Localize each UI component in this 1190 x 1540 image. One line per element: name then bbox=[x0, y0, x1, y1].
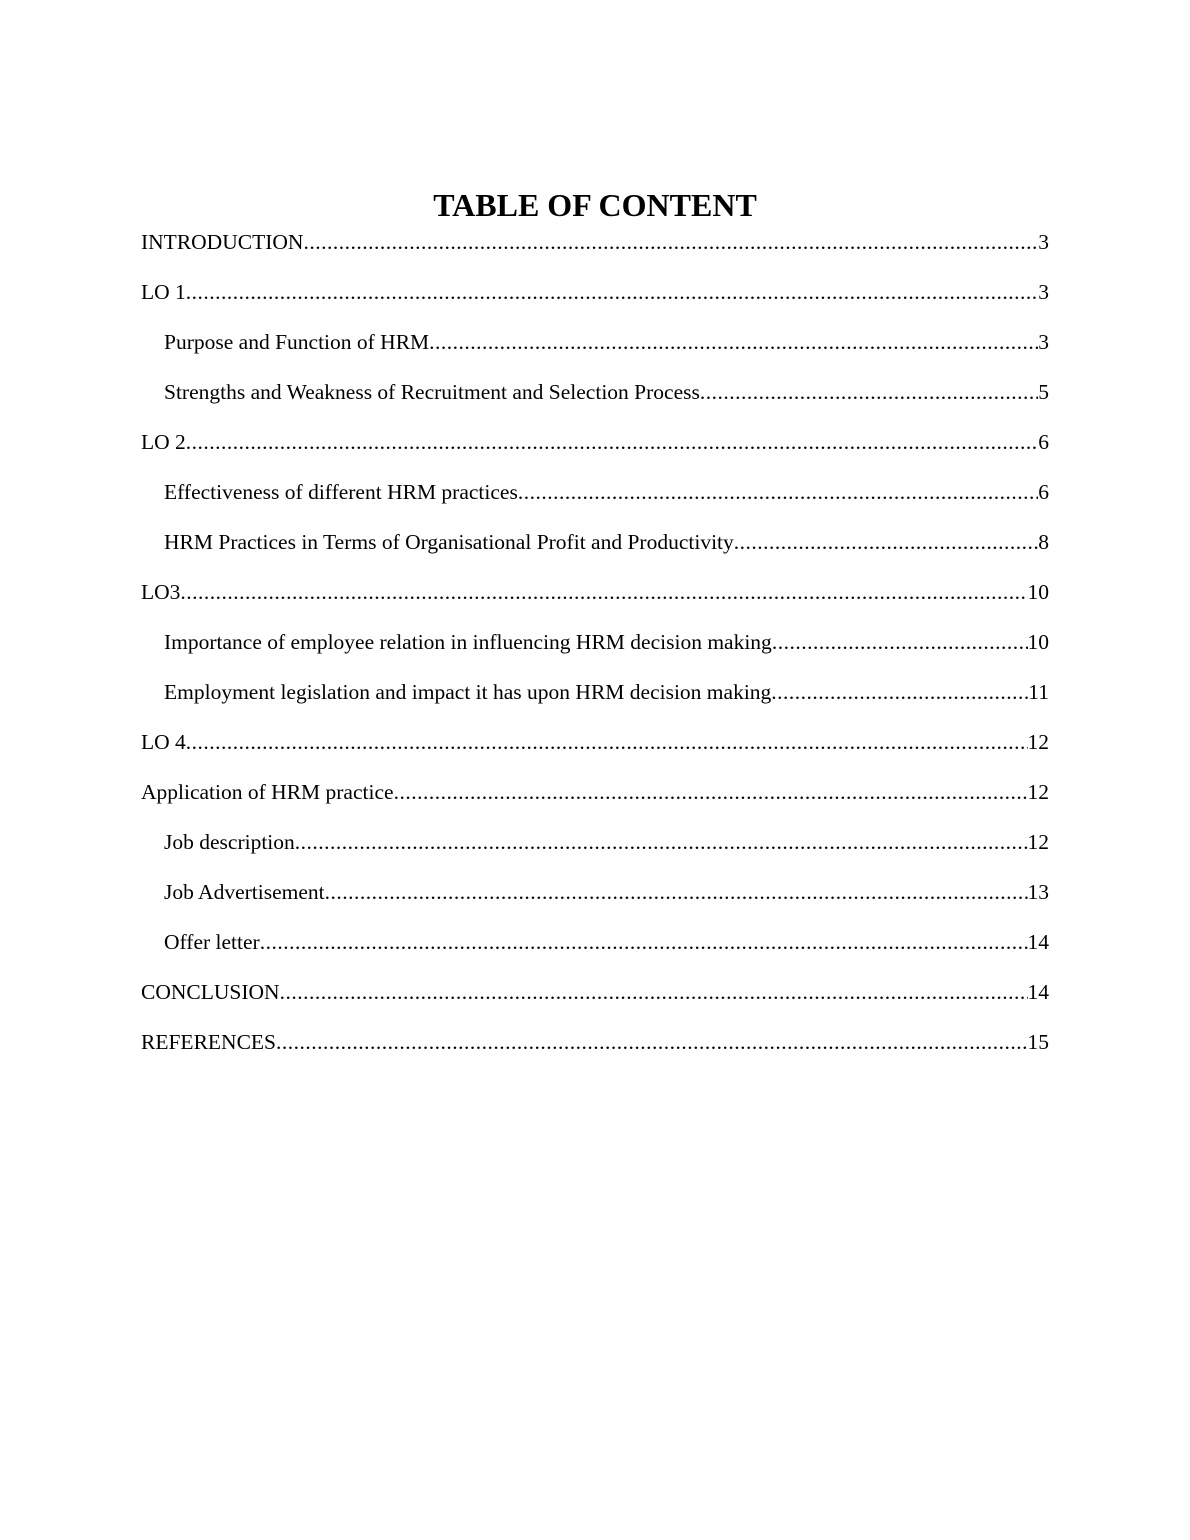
toc-dot-leader bbox=[429, 326, 1038, 358]
toc-dot-leader bbox=[700, 376, 1038, 408]
toc-entry-label: CONCLUSION bbox=[141, 980, 280, 1004]
toc-entry-references[interactable] bbox=[141, 1026, 1049, 1076]
toc-page-number: 5 bbox=[1038, 380, 1049, 404]
table-of-contents bbox=[141, 226, 1049, 1076]
toc-dot-leader bbox=[276, 1026, 1028, 1058]
toc-entry-effectiveness-hrm[interactable] bbox=[141, 476, 1049, 526]
toc-dot-leader bbox=[280, 976, 1028, 1008]
toc-page-number: 3 bbox=[1038, 280, 1049, 304]
toc-page-number: 10 bbox=[1027, 630, 1049, 654]
toc-dot-leader bbox=[180, 576, 1027, 608]
toc-page-number: 13 bbox=[1027, 880, 1049, 904]
toc-dot-leader bbox=[295, 826, 1028, 858]
toc-page-number: 10 bbox=[1027, 580, 1049, 604]
toc-dot-leader bbox=[771, 676, 1028, 708]
toc-entry-label: LO 2 bbox=[141, 430, 186, 454]
toc-page-number: 15 bbox=[1027, 1030, 1049, 1054]
page-title: TABLE OF CONTENT bbox=[433, 187, 757, 223]
toc-entry-employment-legislation[interactable] bbox=[141, 676, 1049, 726]
toc-page-number: 6 bbox=[1038, 430, 1049, 454]
toc-entry-job-description[interactable] bbox=[141, 826, 1049, 876]
toc-dot-leader bbox=[518, 476, 1038, 508]
toc-entry-hrm-profit-productivity[interactable] bbox=[141, 526, 1049, 576]
toc-entry-label: HRM Practices in Terms of Organisational Profit and Productivity bbox=[164, 530, 734, 554]
toc-entry-conclusion[interactable] bbox=[141, 976, 1049, 1026]
toc-entry-label: Job Advertisement bbox=[164, 880, 325, 904]
toc-entry-application-hrm[interactable] bbox=[141, 776, 1049, 826]
toc-dot-leader bbox=[394, 776, 1028, 808]
toc-entry-label: Job description bbox=[164, 830, 295, 854]
toc-entry-label: Application of HRM practice bbox=[141, 780, 394, 804]
toc-entry-job-advertisement[interactable] bbox=[141, 876, 1049, 926]
toc-page-number: 12 bbox=[1027, 730, 1049, 754]
toc-entry-label: Strengths and Weakness of Recruitment and Selection Process bbox=[164, 380, 700, 404]
toc-dot-leader bbox=[772, 626, 1028, 658]
toc-entry-lo1[interactable] bbox=[141, 276, 1049, 326]
toc-page-number: 6 bbox=[1038, 480, 1049, 504]
toc-entry-label: Purpose and Function of HRM bbox=[164, 330, 430, 354]
toc-entry-introduction[interactable] bbox=[141, 226, 1049, 276]
toc-entry-label: LO3 bbox=[141, 580, 181, 604]
toc-entry-lo2[interactable] bbox=[141, 426, 1049, 476]
toc-page-number: 14 bbox=[1027, 930, 1049, 954]
toc-dot-leader bbox=[734, 526, 1038, 558]
toc-page-number: 3 bbox=[1038, 230, 1049, 254]
toc-entry-label: REFERENCES bbox=[141, 1030, 276, 1054]
toc-dot-leader bbox=[186, 426, 1038, 458]
toc-page-number: 11 bbox=[1028, 680, 1049, 704]
toc-entry-label: LO 1 bbox=[141, 280, 186, 304]
toc-entry-label: Offer letter bbox=[164, 930, 260, 954]
toc-entry-offer-letter[interactable] bbox=[141, 926, 1049, 976]
toc-entry-label: Employment legislation and impact it has upon HRM decision making bbox=[164, 680, 772, 704]
toc-dot-leader bbox=[260, 926, 1028, 958]
toc-dot-leader bbox=[186, 726, 1028, 758]
toc-page-number: 8 bbox=[1038, 530, 1049, 554]
toc-page-number: 14 bbox=[1027, 980, 1049, 1004]
toc-entry-lo4[interactable] bbox=[141, 726, 1049, 776]
toc-entry-strengths-weakness[interactable] bbox=[141, 376, 1049, 426]
toc-entry-label: Importance of employee relation in influencing HRM decision making bbox=[164, 630, 772, 654]
toc-entry-employee-relation[interactable] bbox=[141, 626, 1049, 676]
toc-page-number: 12 bbox=[1027, 830, 1049, 854]
toc-entry-label: INTRODUCTION bbox=[141, 230, 304, 254]
toc-dot-leader bbox=[186, 276, 1038, 308]
toc-dot-leader bbox=[325, 876, 1028, 908]
toc-page-number: 12 bbox=[1027, 780, 1049, 804]
toc-entry-label: LO 4 bbox=[141, 730, 186, 754]
toc-entry-purpose-function-hrm[interactable] bbox=[141, 326, 1049, 376]
toc-dot-leader bbox=[303, 226, 1038, 258]
toc-entry-lo3[interactable] bbox=[141, 576, 1049, 626]
toc-page-number: 3 bbox=[1038, 330, 1049, 354]
toc-entry-label: Effectiveness of different HRM practices bbox=[164, 480, 518, 504]
